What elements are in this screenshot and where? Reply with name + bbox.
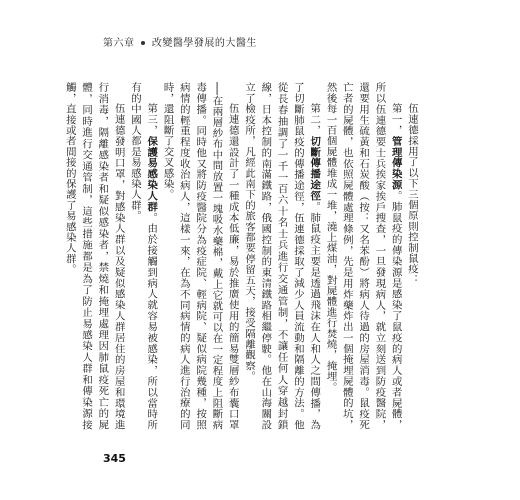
paragraph-principle-1 bbox=[322, 82, 403, 430]
paragraph-text: 。肺鼠疫的傳染源是感染了鼠疫的病人或者屍體，所以伍連德要士兵挨家挨戶搜查，一旦發現病人，就立刻送到防疫醫院，還要用生硫黃和石炭酸（按：又名苯酚）將病人待過的房屋消毒。鼠疫死亡者的屍體，也依照屍體處理條例，先是用炸藥炸出一個掩埋屍體的坑，然後每一百個屍體堆成一堆，澆上煤油，對屍體進行焚燒，掩埋。 bbox=[324, 82, 402, 431]
running-header bbox=[103, 34, 257, 49]
principle-heading: 管理傳染源 bbox=[389, 135, 402, 191]
chapter-title: 改變醫學發展的大醫生 bbox=[151, 38, 257, 49]
paragraph-text: 。肺鼠疫主要是透過飛沫在人和人之間傳播，為了切斷肺鼠疫的傳播途徑，伍連德採取了減少人員流動和隔離的方法。他從長春抽調了一千一百六十名士兵進行交通管制，不讓任何人穿越封鎖線，日本控制的南滿鐵路，俄國控制的東清鐵路相繼停駛。他在山海關設立了檢疫所，凡經此南下的旅客都要停留五天，接受隔離觀察。 bbox=[243, 82, 321, 430]
principle-heading: 切斷傳播途徑 bbox=[308, 135, 321, 202]
paragraph-text: 伍連德還設計了一種成本低廉，易於推廣使用的簡易雙層紗布囊口罩──在兩層紗布中間放置一塊吸水藥棉，戴上它就可以在一定程度上阻斷病毒傳播。同時他又將防疫醫院分為疫症院、輕病院、疑似病院幾種，按照病情的輕重程度收治病人，這樣一來，在為不同病情的病人進行治療的同時，還阻斷了交叉感染。 bbox=[161, 82, 239, 430]
principle-lead: 第二， bbox=[308, 102, 321, 136]
paragraph-intro bbox=[404, 82, 420, 430]
separator-dot-icon bbox=[141, 41, 145, 45]
paragraph-conclusion bbox=[61, 82, 126, 430]
paragraph-principle-2 bbox=[241, 82, 322, 430]
paragraph-text: 伍連德發明口罩，對感染人群以及疑似感染人群居住的房屋和環境進行消毒，隔離感染者和疑似感染者，禁燒和掩埋處理因肺鼠疫死亡的屍體，同時進行交通管制，這些措施都是為了防止易感染人群和傳染源接觸，直接或者間接的保護了易感染人群。 bbox=[63, 82, 125, 430]
paragraph-mask-design bbox=[159, 82, 240, 430]
page-number: 345 bbox=[103, 452, 126, 465]
principle-lead: 第三， bbox=[145, 102, 158, 136]
vertical-body-text bbox=[63, 82, 420, 431]
principle-heading: 保護易感染人群 bbox=[145, 135, 158, 212]
principle-lead: 第一， bbox=[389, 102, 402, 136]
paragraph-principle-3 bbox=[127, 82, 160, 430]
chapter-label: 第六章 bbox=[103, 38, 135, 49]
paragraph-text: 伍連德採用了以下三個原則控制鼠疫： bbox=[406, 102, 418, 285]
paragraph-text: 。由於接觸到病人就容易被感染，所以當時所有的中國人都是易感染人群。 bbox=[128, 82, 158, 431]
